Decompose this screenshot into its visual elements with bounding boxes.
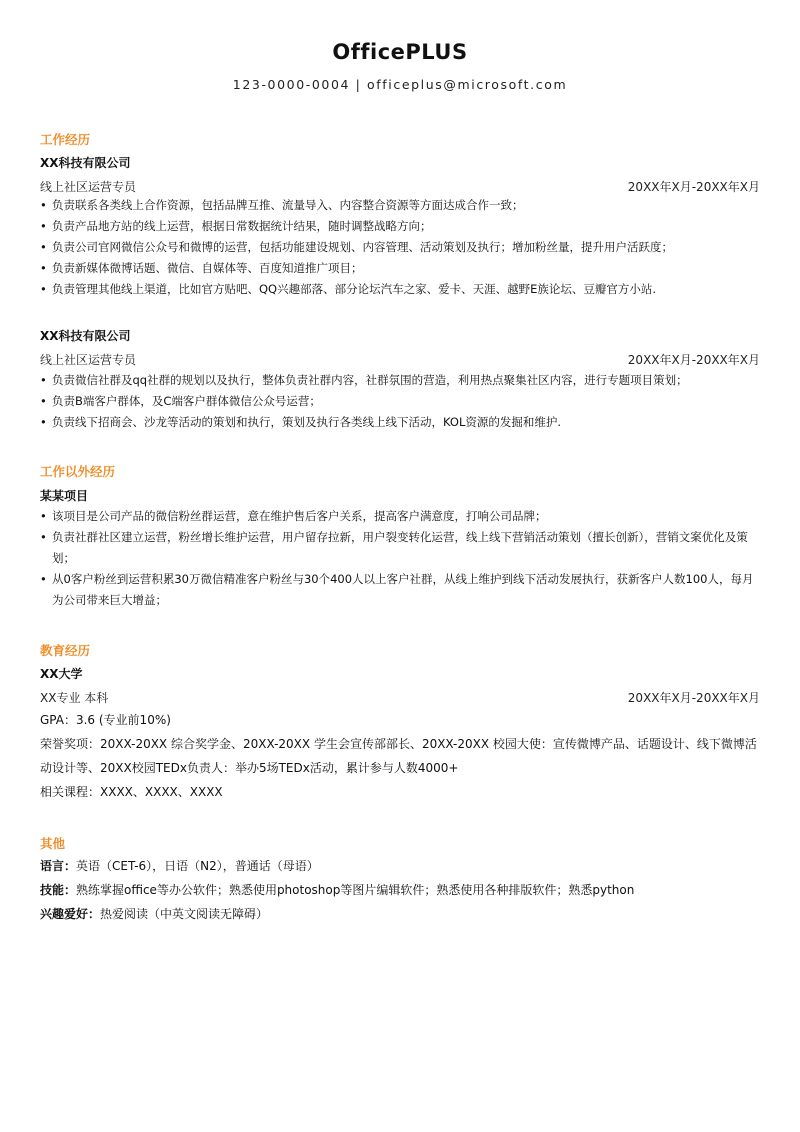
list-item: • 负责产品地方站的线上运营，根据日常数据统计结果，随时调整战略方向； [40, 216, 760, 237]
language-line [40, 854, 760, 878]
list-item: • 负责微信社群及qq社群的规划以及执行，整体负责社群内容，社群氛围的营造，利用热点聚集社区内容，进行专题项目策划； [40, 370, 760, 391]
job-date: 20XX年X月-20XX年X月 [627, 353, 760, 367]
education-major: XX专业 本科 [40, 691, 109, 705]
section-title-work: 工作经历 [40, 132, 91, 147]
language-label: 语言： [40, 859, 77, 873]
job-date: 20XX年X月-20XX年X月 [627, 180, 760, 194]
hobby-label: 兴趣爱好： [40, 907, 101, 921]
skills-value: 熟练掌握office等办公软件；熟悉使用photoshop等图片编辑软件；熟悉使用各种排版软件；熟悉python [76, 883, 635, 897]
job-row [40, 178, 760, 195]
list-item: • 从0客户粉丝到运营积累30万微信精准客户粉丝与30个400人以上客户社群，从线上维护到线下活动发展执行，获新客户人数100人，每月为公司带来巨大增益； [40, 569, 760, 611]
candidate-name: OfficePLUS [332, 40, 468, 64]
hobby-value: 热爱阅读（中英文阅读无障碍） [100, 907, 269, 921]
project-bullets [40, 506, 760, 611]
school-name: XX大学 [40, 667, 83, 681]
project-name: 某某项目 [40, 489, 89, 503]
job-role: 线上社区运营专员 [40, 180, 137, 194]
skills-line [40, 878, 760, 902]
courses-line: 相关课程：XXXX、XXXX、XXXX [40, 785, 223, 799]
company-name: XX科技有限公司 [40, 329, 131, 343]
gpa-line: GPA：3.6 (专业前10%) [40, 713, 171, 727]
list-item: • 该项目是公司产品的微信粉丝群运营，意在维护售后客户关系，提高客户满意度，打响公司品牌； [40, 506, 760, 527]
section-title-misc: 其他 [40, 836, 66, 851]
list-item: • 负责管理其他线上渠道，比如官方贴吧、QQ兴趣部落、部分论坛汽车之家、爱卡、天涯、越野E族论坛、豆瓣官方小站. [40, 279, 760, 300]
education-row [40, 689, 760, 706]
honors-line-continued: 动设计等、20XX校园TEDx负责人：举办5场TEDx活动，累计参与人数4000+ [40, 761, 459, 775]
hobby-line [40, 902, 760, 926]
language-value: 英语（CET-6），日语（N2），普通话（母语） [76, 859, 319, 873]
company-name: XX科技有限公司 [40, 156, 131, 170]
education-date: 20XX年X月-20XX年X月 [627, 691, 760, 705]
section-title-education: 教育经历 [40, 643, 91, 658]
contact-line: 123-0000-0004 | officeplus@microsoft.com [232, 77, 568, 92]
list-item: • 负责社群社区建立运营，粉丝增长维护运营，用户留存拉新，用户裂变转化运营，线上线下营销活动策划（擅长创新），营销文案优化及策划； [40, 527, 760, 569]
job-row [40, 351, 760, 368]
job-bullets [40, 195, 760, 300]
job-bullets [40, 370, 760, 433]
list-item: • 负责新媒体微博话题、微信、自媒体等、百度知道推广项目； [40, 258, 760, 279]
job-role: 线上社区运营专员 [40, 353, 137, 367]
section-title-other-experience: 工作以外经历 [40, 464, 116, 479]
list-item: • 负责公司官网微信公众号和微博的运营，包括功能建设规划、内容管理、活动策划及执行；增加粉丝量，提升用户活跃度； [40, 237, 760, 258]
list-item: • 负责线下招商会、沙龙等活动的策划和执行，策划及执行各类线上线下活动，KOL资源的发掘和维护. [40, 412, 760, 433]
honors-line: 荣誉奖项：20XX-20XX 综合奖学金、20XX-20XX 学生会宣传部部长、20XX-20XX 校园大使：宣传微博产品、话题设计、线下微博活 [40, 737, 757, 751]
list-item: • 负责联系各类线上合作资源，包括品牌互推、流量导入、内容整合资源等方面达成合作一致； [40, 195, 760, 216]
skills-label: 技能： [40, 883, 77, 897]
list-item: • 负责B端客户群体，及C端客户群体微信公众号运营； [40, 391, 760, 412]
